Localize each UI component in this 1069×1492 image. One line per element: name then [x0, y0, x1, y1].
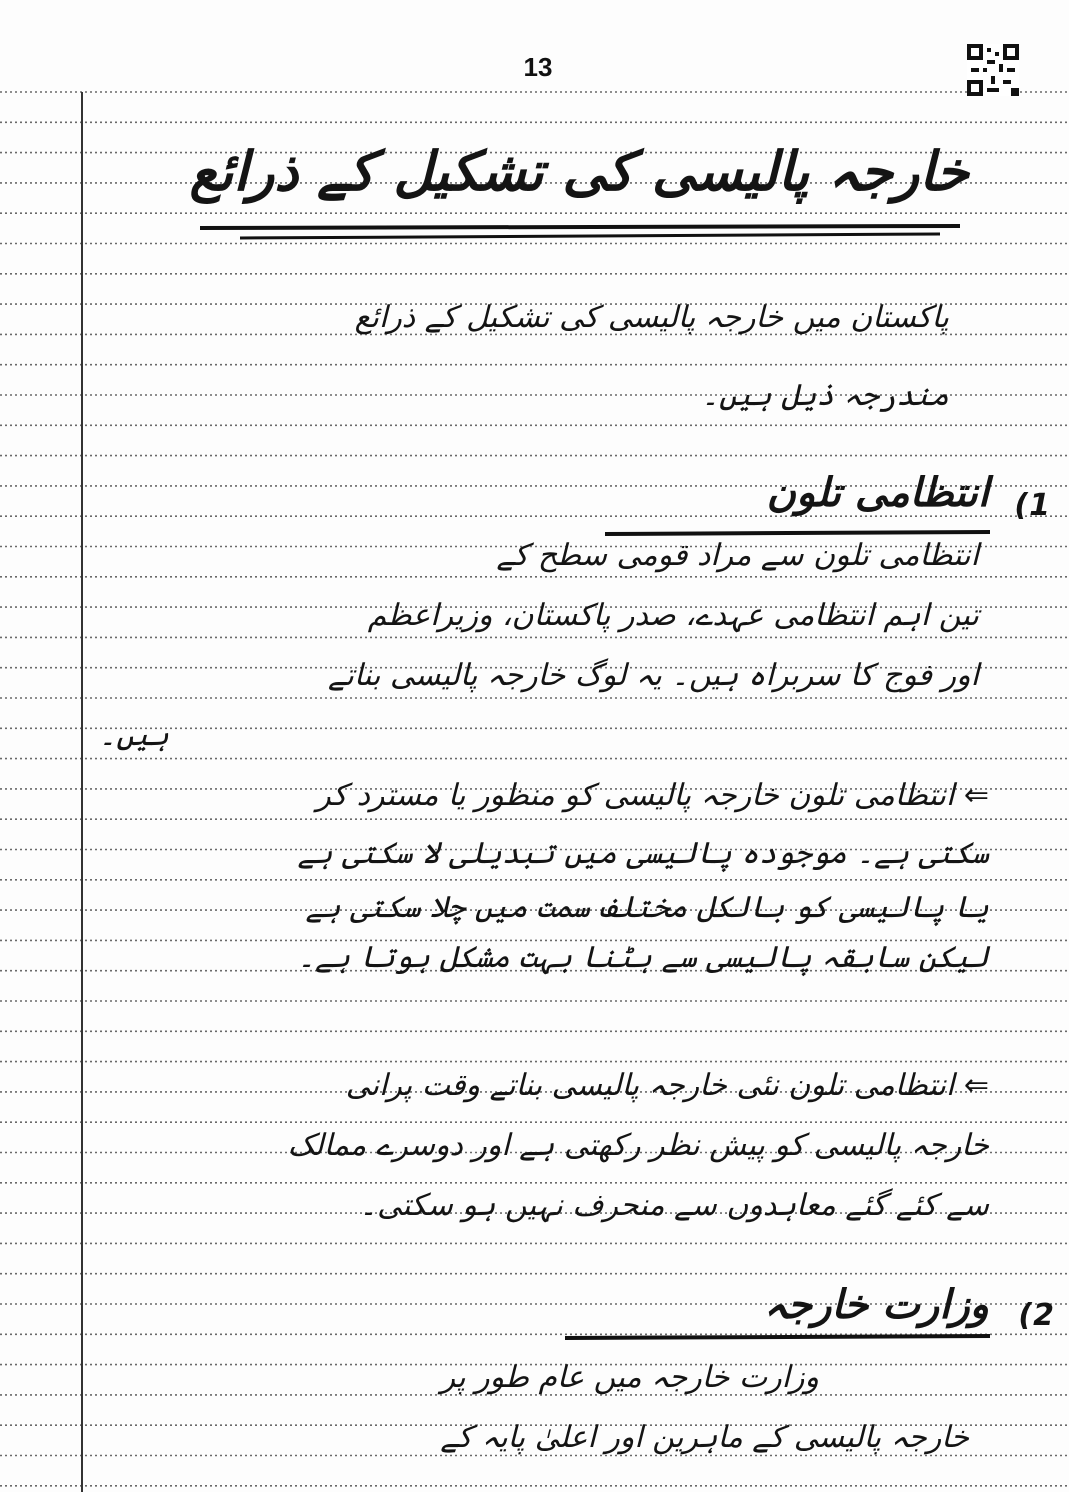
section-1-heading: انتظامی تلون	[766, 470, 989, 516]
section-1-para-2-line-4: لیکن سابقہ پالیسی سے ہٹنا بہت مشکل ہوتا ہے۔	[297, 940, 989, 975]
section-2-para-line-1: وزارت خارجہ میں عام طور پر	[440, 1360, 819, 1395]
section-1-para-2-line-1: ⇐ انتظامی تلون خارجہ پالیسی کو منظور یا مسترد کر	[316, 778, 989, 813]
section-1-para-1-line-4: ہیں۔	[98, 718, 169, 753]
section-1-para-3-line-2: خارجہ پالیسی کو پیش نظر رکھتی ہے اور دوسرے ممالک	[287, 1128, 989, 1163]
section-1-para-3-line-1: ⇐ انتظامی تلون نئی خارجہ پالیسی بناتے وقت پرانی	[345, 1068, 989, 1103]
qr-code-icon	[967, 44, 1019, 96]
section-1-para-2-line-3: یا پالیسی کو بالکل مختلف سمت میں چلا سکتی ہے	[305, 890, 989, 925]
section-1-marker: (1	[1014, 488, 1051, 523]
title-underline	[180, 222, 980, 246]
section-1-para-1-line-2: تین اہم انتظامی عہدے، صدر پاکستان، وزیراعظم	[367, 598, 979, 633]
page-title: خارجہ پالیسی کی تشکیل کے ذرائع	[189, 140, 969, 203]
section-2-heading-underline	[560, 1332, 1000, 1346]
intro-line-1: پاکستان میں خارجہ پالیسی کی تشکیل کے ذرائع	[354, 300, 949, 335]
section-2-marker: (2	[1018, 1298, 1055, 1333]
section-2-para-line-2: خارجہ پالیسی کے ماہرین اور اعلیٰ پایہ کے	[440, 1420, 969, 1455]
section-1-para-1-line-3: اور فوج کا سربراہ ہیں۔ یہ لوگ خارجہ پالیسی بناتے	[328, 658, 979, 693]
section-2-heading: وزارت خارجہ	[763, 1282, 989, 1328]
intro-line-2: مندرجہ ذیل ہیں۔	[701, 378, 949, 413]
page-number: 13	[523, 52, 553, 82]
section-1-para-1-line-1: انتظامی تلون سے مراد قومی سطح کے	[496, 538, 979, 573]
section-1-para-2-line-2: سکتی ہے۔ موجودہ پالیسی میں تبدیلی لا سکتی ہے	[297, 836, 989, 871]
section-1-para-3-line-3: سے کئے گئے معاہدوں سے منحرف نہیں ہو سکتی۔	[359, 1188, 989, 1223]
